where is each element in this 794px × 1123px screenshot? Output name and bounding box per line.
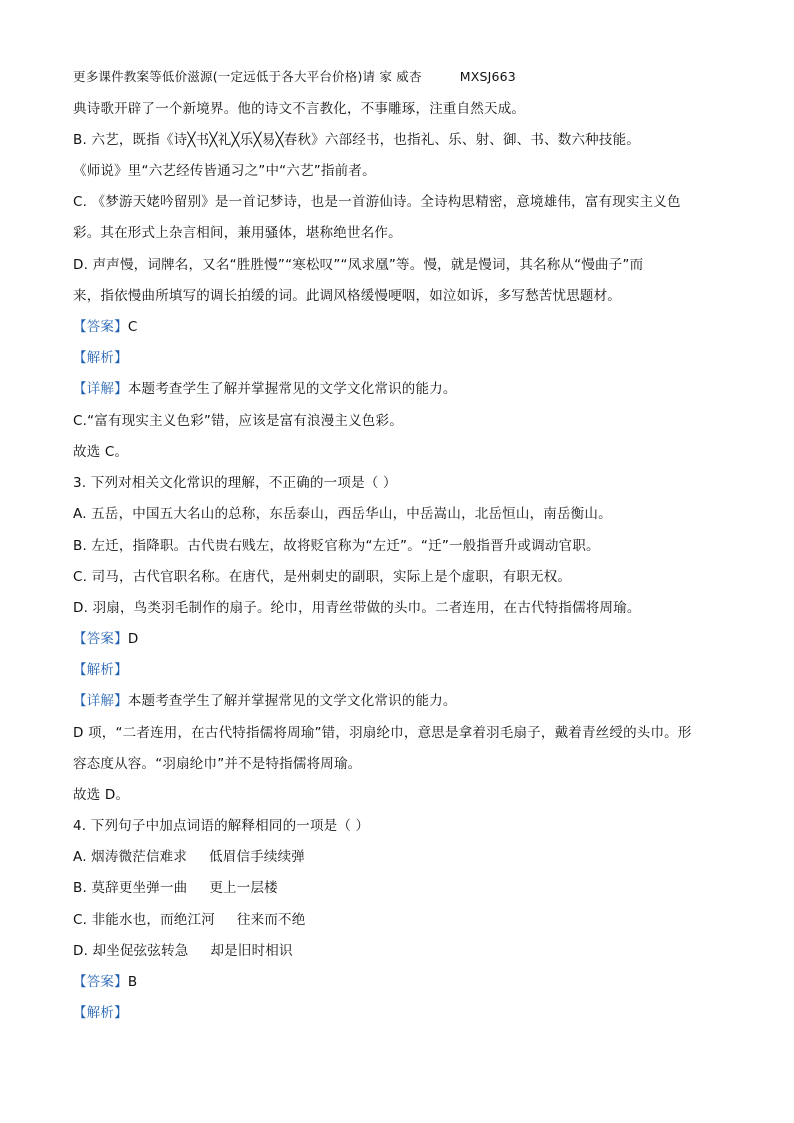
option-d-line: D. 声声慢，词牌名，又名“胜胜慢”“寒松叹”“凤求凰”等。慢，就是慢词，其名称从“慢曲子”而 [73,257,644,273]
analysis-label: 【解析】 [73,662,128,678]
answer-line [73,630,734,648]
option-b-second: 更上一层楼 [209,880,278,896]
option-d-line: D. 羽扇，鸟类羽毛制作的扇子。纶巾，用青丝带做的头巾。二者连用，在古代特指儒将周瑜。 [73,600,641,616]
answer-label: 【答案】 [73,319,128,335]
option-b-first: B. 莫辞更坐弹一曲 [73,880,188,896]
analysis-label: 【解析】 [73,1005,128,1021]
option-b-line [73,879,734,897]
text-line: 容态度从容。“羽扇纶巾”并不是特指儒将周瑜。 [73,756,362,772]
option-d-line [73,942,734,960]
option-c-line: C. 《梦游天姥吟留别》是一首记梦诗，也是一首游仙诗。全诗构思精密，意境雄伟，富有现实主义色 [73,194,681,210]
option-a-line [73,848,734,866]
detail-label: 【详解】 [73,381,128,397]
text-line: 典诗歌开辟了一个新境界。他的诗文不言教化，不事雕琢，注重自然天成。 [73,101,526,117]
option-d-first: D. 却坐促弦弦转急 [73,943,189,959]
option-c-line [73,911,734,929]
option-a-first: A. 烟涛微茫信难求 [73,849,188,865]
answer-label: 【答案】 [73,631,128,647]
analysis-line [73,661,734,679]
answer-label: 【答案】 [73,974,128,990]
detail-label: 【详解】 [73,693,128,709]
question-4-title: 4. 下列句子中加点词语的解释相同的一项是（ ） [73,818,370,834]
text-line: 来，指依慢曲所填写的调长拍缓的词。此调风格缓慢哽咽，如泣如诉，多写愁苦忧思题材。 [73,288,621,304]
option-c-line: C. 司马，古代官职名称。在唐代，是州刺史的副职，实际上是个虚职，有职无权。 [73,569,572,585]
text-line: 故选 C。 [73,444,129,460]
detail-text: 本题考查学生了解并掌握常见的文学文化常识的能力。 [127,381,457,397]
text-line: 故选 D。 [73,787,130,803]
option-c-first: C. 非能水也，而绝江河 [73,912,215,928]
option-a-line: A. 五岳，中国五大名山的总称，东岳泰山，西岳华山，中岳嵩山，北岳恒山，南岳衡山。 [73,506,612,522]
option-b-line: B. 六艺，既指《诗╳书╳礼╳乐╳易╳春秋》六部经书，也指礼、乐、射、御、书、数六种技能。 [73,132,640,148]
option-a-second: 低眉信手续续弹 [209,849,305,865]
answer-line [73,318,734,336]
answer-value: D [127,631,139,647]
answer-value: B [127,974,138,990]
question-3-title: 3. 下列对相关文化常识的理解，不正确的一项是（ ） [73,475,397,491]
answer-line [73,973,734,991]
text-line: C.“富有现实主义色彩”错，应该是富有浪漫主义色彩。 [73,413,403,429]
promo-code: MXSJ663 [459,69,516,84]
header-promo [73,68,734,86]
detail-line [73,692,734,710]
detail-text: 本题考查学生了解并掌握常见的文学文化常识的能力。 [127,693,457,709]
analysis-label: 【解析】 [73,350,128,366]
analysis-line [73,1004,734,1022]
promo-text: 更多课件教案等低价滋源(一定远低于各大平台价格)请 家 威杏 [73,69,422,84]
text-line: D 项，“二者连用，在古代特指儒将周瑜”错，羽扇纶巾，意思是拿着羽毛扇子，戴着青丝绶的头巾。形 [73,725,692,741]
option-c-second: 往来而不绝 [236,912,306,928]
text-line: 《师说》里“六艺经传皆通习之”中“六艺”指前者。 [73,163,376,179]
option-d-second: 却是旧时相识 [210,943,293,959]
text-line: 彩。其在形式上杂言相间，兼用骚体，堪称绝世名作。 [73,225,402,241]
answer-value: C [127,319,138,335]
option-b-line: B. 左迁，指降职。古代贵右贱左，故将贬官称为“左迁”。“迁”一般指晋升或调动官职。 [73,538,600,554]
detail-line [73,380,734,398]
analysis-line [73,349,734,367]
